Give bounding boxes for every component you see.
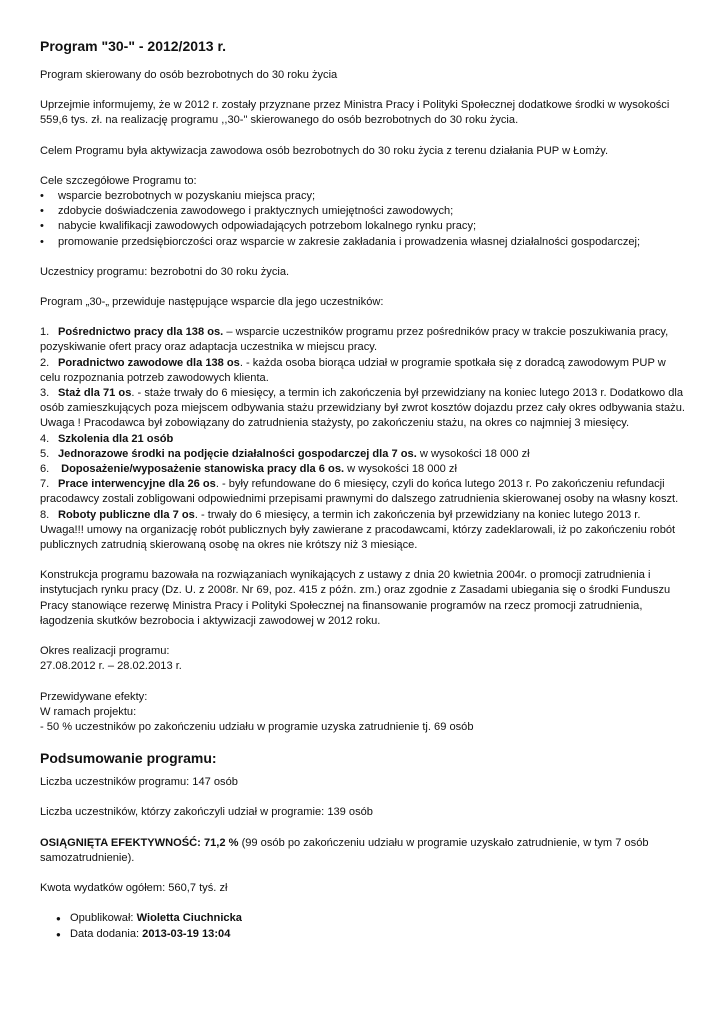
date-added	[70, 927, 686, 943]
goal-item	[40, 204, 686, 219]
bullet-mark: •	[40, 220, 44, 233]
support-list	[40, 325, 686, 553]
item-text: w wysokości 18 000 zł	[344, 463, 457, 476]
goal-item	[40, 235, 686, 250]
item-title: Prace interwencyjne dla 26 os	[58, 478, 216, 491]
item-title: Pośrednictwo pracy dla 138 os.	[58, 326, 224, 339]
item-title: Staż dla 71 os	[58, 387, 132, 400]
intro-text: Program skierowany do osób bezrobotnych do 30 roku życia	[40, 69, 338, 81]
goal-text: zdobycie doświadczenia zawodowego i praktycznych umiejętności zawodowych;	[58, 205, 454, 218]
support-item	[40, 477, 686, 507]
item-title: Roboty publiczne dla 7 os	[58, 508, 195, 521]
specific-goals-header: Cele szczegółowe Programu to:	[40, 174, 197, 187]
support-item	[40, 462, 686, 477]
date-value: 2013-03-19 13:04	[142, 927, 231, 940]
goal-item	[40, 189, 686, 204]
support-item	[40, 432, 686, 447]
support-item	[40, 508, 686, 554]
bullet-mark: •	[40, 205, 44, 218]
item-number: 3.	[40, 387, 50, 400]
effects-block	[40, 690, 686, 736]
item-title: Jednorazowe środki na podjęcie działalności gospodarczej dla 7 os.	[58, 447, 417, 460]
item-text: . - każda osoba biorąca udział w programie spotkała się z doradcą zawodowym PUP w celu rozpoznania potrzeb zawodowych klienta.	[40, 356, 666, 384]
item-number: 2.	[40, 356, 50, 369]
period-label: Okres realizacji programu:	[40, 645, 170, 658]
published-value: Wioletta Ciuchnicka	[136, 912, 242, 925]
support-note	[40, 416, 686, 431]
item-number: 1.	[40, 326, 50, 339]
support-item	[40, 447, 686, 462]
date-label: Data dodania:	[70, 927, 143, 940]
goal-text: nabycie kwalifikacji zawodowych odpowiadających potrzebom lokalnego rynku pracy;	[58, 220, 477, 233]
effects-label: Przewidywane efekty:	[40, 690, 148, 703]
efficiency-detail: (99 osób po zakończeniu udziału w programie uzyskało zatrudnienie, w tym 7 osób samozatrudnienie).	[40, 836, 649, 864]
item-text: w wysokości 18 000 zł	[416, 447, 530, 460]
item-title: Szkolenia dla 21 osób	[58, 432, 174, 445]
item-title: Poradnictwo zawodowe dla 138 os	[58, 356, 240, 369]
participants-text: Uczestnicy programu: bezrobotni do 30 roku życia.	[40, 265, 290, 278]
published-by	[70, 911, 686, 927]
info-paragraph: Uprzejmie informujemy, że w 2012 r. zostały przyznane przez Ministra Pracy i Polityki Społecznej dodatkowe środki w wysokości 559,6 tys. zł. na realizację programu ,,30-" skierowanego do osób bezrobotnych do 30 roku życia.	[40, 99, 670, 127]
item-number: 4.	[40, 432, 50, 445]
item-number: 6.	[40, 463, 50, 476]
summary-title: Podsumowanie programu:	[40, 750, 217, 767]
item-text: . - staże trwały do 6 miesięcy, a termin ich zakończenia był przewidziany na koniec lutego 2013 r. Dodatkowo dla osób zamieszkujących poza miejscem odbywania stażu przewidziany był zwrot kosztów dojazdu przez cały okres odbywania stażu.	[40, 387, 685, 415]
bullet-mark: •	[40, 235, 44, 248]
document-page	[40, 38, 686, 942]
support-item	[40, 386, 686, 416]
support-item	[40, 356, 686, 386]
meta-list	[40, 911, 686, 942]
support-intro: Program „30-„ przewiduje następujące wsparcie dla jego uczestników:	[40, 296, 384, 309]
item-number: 5.	[40, 447, 50, 460]
legal-basis-paragraph: Konstrukcja programu bazowała na rozwiązaniach wynikających z ustawy z dnia 20 kwietnia 2004r. o promocji zatrudnienia i instytucjach rynku pracy (Dz. U. z 2008r. Nr 69, poz. 415 z późn. zm.) oraz zgodnie z Zasadami ubiegania się o środki Funduszu Pracy stanowiące rezerwę Ministra Pracy i Polityki Społecznej na finansowanie programów na rzecz promocji zatrudnienia, łagodzenia skutków bezrobocia i aktywizacji zawodowej w 2012 roku.	[40, 569, 671, 627]
participants-count: Liczba uczestników programu: 147 osób	[40, 776, 238, 789]
page-title: Program "30-" - 2012/2013 r.	[40, 38, 227, 54]
item-number: 7.	[40, 478, 50, 491]
efficiency-value: OSIĄGNIĘTA EFEKTYWNOŚĆ: 71,2 %	[40, 836, 239, 849]
goal-text: promowanie przedsiębiorczości oraz wsparcie w zakresie zakładania i prowadzenia własnej działalności gospodarczej;	[58, 235, 641, 248]
item-title: Doposażenie/wyposażenie stanowiska pracy dla 6 os.	[58, 463, 345, 476]
item-text: . - były refundowane do 6 miesięcy, czyli do końca lutego 2013 r. Po zakończeniu refundacji pracodawcy zostali zobligowani odpowiednimi przepisami prawnymi do dalszego zatrudnienia skierowanej osoby na własny koszt.	[40, 478, 679, 506]
note-text: Uwaga ! Pracodawca był zobowiązany do zatrudnienia stażysty, po zakończeniu stażu, na okres co najmniej 3 miesięcy.	[40, 417, 630, 430]
expenses-text: Kwota wydatków ogółem: 560,7 tyś. zł	[40, 881, 228, 894]
support-item	[40, 325, 686, 355]
effects-sub: W ramach projektu:	[40, 705, 137, 718]
published-label: Opublikował:	[70, 912, 137, 925]
bullet-mark: •	[40, 190, 44, 203]
item-text: – wsparcie uczestników programu przez pośredników pracy w trakcie poszukiwania pracy, pozyskiwanie ofert pracy oraz adaptacja uczestnika w miejscu pracy.	[40, 326, 669, 354]
specific-goals	[40, 174, 686, 250]
efficiency-text	[40, 836, 686, 866]
goal-item	[40, 219, 686, 234]
period-value: 27.08.2012 r. – 28.02.2013 r.	[40, 660, 182, 673]
goal-text: wsparcie bezrobotnych w pozyskaniu miejsca pracy;	[58, 190, 316, 203]
completed-count: Liczba uczestników, którzy zakończyli udział w programie: 139 osób	[40, 806, 373, 819]
effects-value: - 50 % uczestników po zakończeniu udziału w programie uzyska zatrudnienie tj. 69 osób	[40, 720, 474, 733]
item-number: 8.	[40, 508, 50, 521]
period-block	[40, 644, 686, 674]
item-text: . - trwały do 6 miesięcy, a termin ich zakończenia był przewidziany na koniec lutego 2013 r. Uwaga!!! umowy na organizację robót publicznych były zawierane z pracodawcami, którzy zadeklarowali, iż po zakończeniu robót publicznych zatrudnią skierowaną osobę na okres nie krótszy niż 3 miesiące.	[40, 508, 676, 552]
goal-paragraph: Celem Programu była aktywizacja zawodowa osób bezrobotnych do 30 roku życia z terenu działania PUP w Łomży.	[40, 144, 609, 157]
